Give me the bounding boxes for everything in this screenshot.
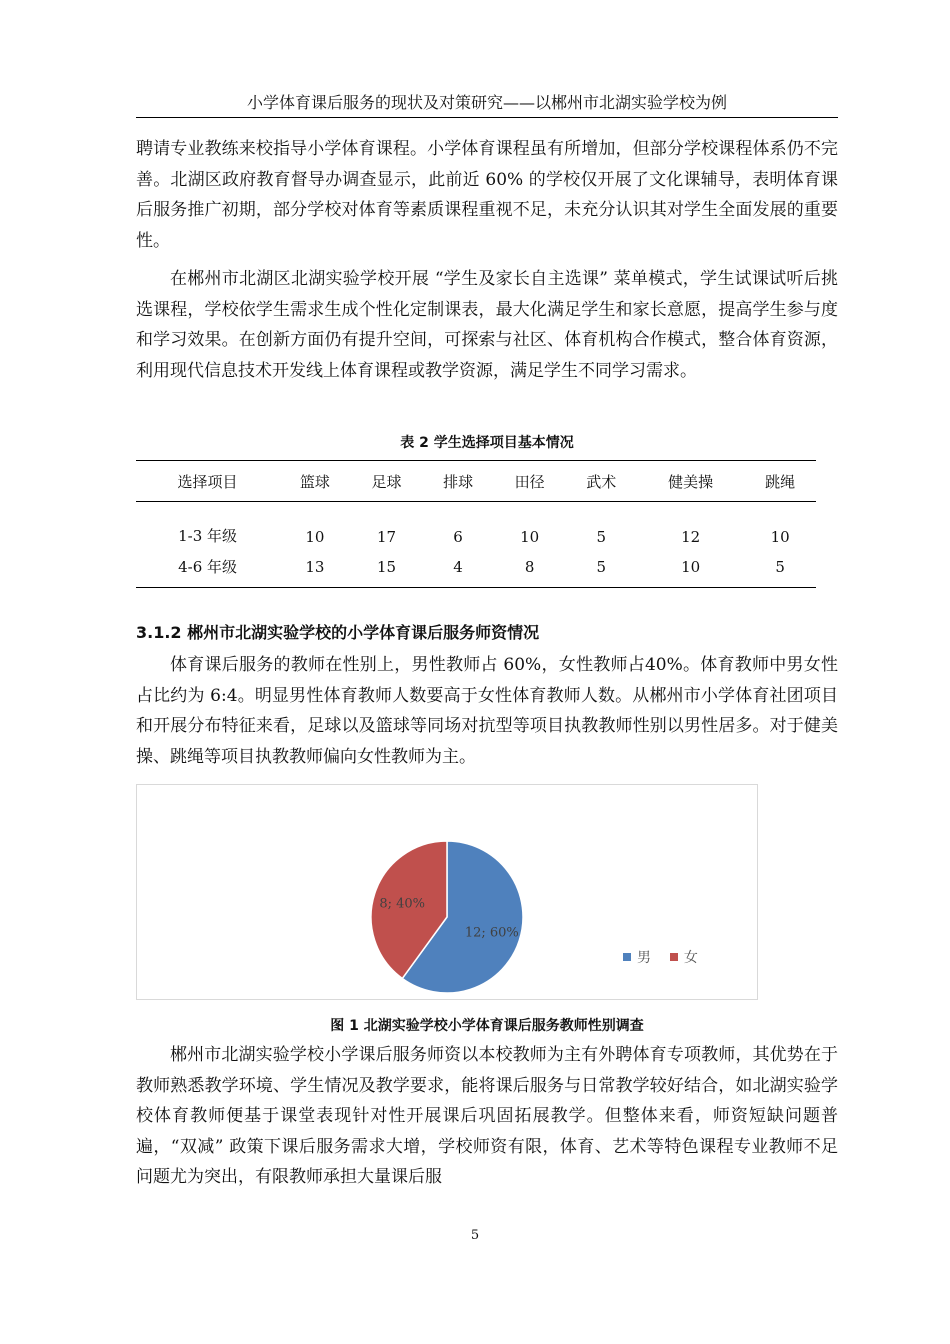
table-cell: 5 bbox=[565, 546, 637, 588]
table-row bbox=[136, 546, 816, 588]
table-cell: 4-6 年级 bbox=[136, 546, 279, 588]
table-cell: 10 bbox=[770, 528, 790, 546]
gender-pie-chart bbox=[136, 784, 758, 1000]
table-cell: 6 bbox=[453, 528, 463, 546]
table-cell: 4 bbox=[422, 546, 494, 588]
table-header-cell: 武术 bbox=[565, 461, 637, 502]
table-cell: 15 bbox=[351, 546, 423, 588]
table-header-cell: 健美操 bbox=[637, 461, 744, 502]
figure-caption: 图 1 北湖实验学校小学体育课后服务教师性别调查 bbox=[330, 1018, 644, 1034]
paragraph-3: 体育课后服务的教师在性别上，男性教师占 60%，女性教师占40%。体育教师中男女性占比约为 6:4。明显男性体育教师人数要高于女性体育教师人数。从郴州市小学体育社团项目和开展分布特征来看，足球以及篮球等同场对抗型等项目执教教师性别以男性居多。对于健美操、跳绳等项目执教教师偏向女性教师为主。 bbox=[136, 655, 838, 767]
paragraph-2: 在郴州市北湖区北湖实验学校开展 “学生及家长自主选课” 菜单模式，学生试课试听后挑选课程，学校依学生需求生成个性化定制课表，最大化满足学生和家长意愿，提高学生参与度和学习效果。在创新方面仍有提升空间，可探索与社区、体育机构合作模式，整合体育资源，利用现代信息技术开发线上体育课程或教学资源，满足学生不同学习需求。 bbox=[136, 269, 838, 381]
table-header-cell: 田径 bbox=[494, 461, 566, 502]
table-cell: 10 bbox=[305, 528, 325, 546]
table-cell: 1-3 年级 bbox=[178, 527, 238, 545]
chart-legend bbox=[623, 947, 698, 967]
table-cell: 8 bbox=[494, 546, 566, 588]
running-header: 小学体育课后服务的现状及对策研究——以郴州市北湖实验学校为例 bbox=[136, 92, 838, 118]
legend-label-female: 女 bbox=[683, 950, 698, 966]
legend-swatch-female bbox=[670, 953, 678, 961]
table-cell: 12 bbox=[681, 528, 701, 546]
project-selection-table bbox=[136, 460, 816, 588]
table-header-cell: 排球 bbox=[422, 461, 494, 502]
table-header-cell: 足球 bbox=[351, 461, 423, 502]
page-number: 5 bbox=[470, 1228, 480, 1243]
table-row bbox=[136, 502, 816, 547]
legend-swatch-male bbox=[623, 953, 631, 961]
table-cell: 13 bbox=[279, 546, 351, 588]
table-cell: 17 bbox=[376, 528, 397, 546]
table-caption: 表 2 学生选择项目基本情况 bbox=[400, 435, 574, 451]
pie-data-label-female: 8; 40% bbox=[379, 896, 426, 912]
table-cell: 5 bbox=[596, 528, 606, 546]
table-header-cell: 篮球 bbox=[279, 461, 351, 502]
paragraph-1: 聘请专业教练来校指导小学体育课程。小学体育课程虽有所增加，但部分学校课程体系仍不完善。北湖区政府教育督导办调查显示，此前近 60% 的学校仅开展了文化课辅导，表明体育课后服务推广初期，部分学校对体育等素质课程重视不足，未充分认识其对学生全面发展的重要性。 bbox=[136, 139, 838, 251]
table-cell: 5 bbox=[744, 546, 816, 588]
paragraph-4: 郴州市北湖实验学校小学课后服务师资以本校教师为主有外聘体育专项教师，其优势在于教师熟悉教学环境、学生情况及教学要求，能将课后服务与日常教学较好结合，如北湖实验学校体育教师便基于课堂表现针对性开展课后巩固拓展教学。但整体来看，师资短缺问题普遍，“双减” 政策下课后服务需求大增，学校师资有限，体育、艺术等特色课程专业教师不足问题尤为突出，有限教师承担大量课后服 bbox=[136, 1045, 838, 1187]
legend-label-male: 男 bbox=[637, 950, 651, 966]
pie-data-label-male: 12; 60% bbox=[464, 925, 519, 941]
table-cell: 10 bbox=[520, 528, 540, 546]
table-header-cell: 选择项目 bbox=[136, 461, 279, 502]
table-cell: 10 bbox=[637, 546, 744, 588]
section-heading: 3.1.2 郴州市北湖实验学校的小学体育课后服务师资情况 bbox=[136, 623, 540, 642]
table-header-cell: 跳绳 bbox=[744, 461, 816, 502]
